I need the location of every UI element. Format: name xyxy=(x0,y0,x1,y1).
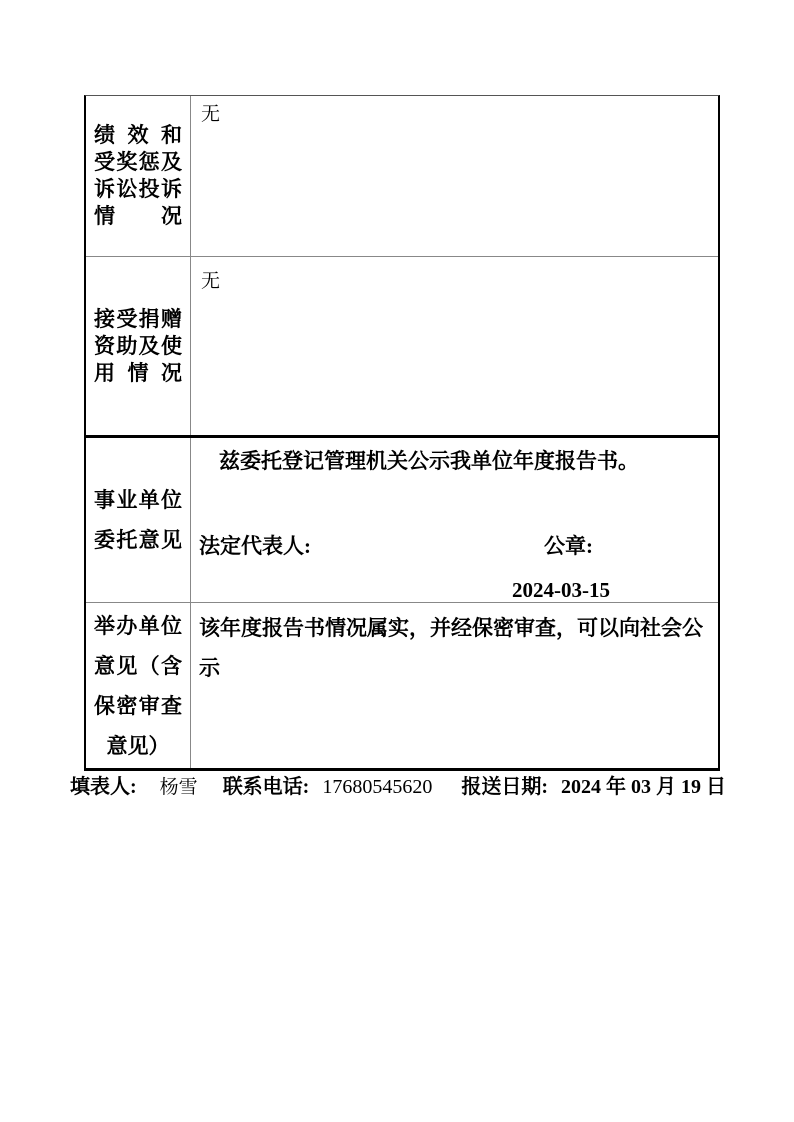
row-sponsor-opinion xyxy=(86,602,718,768)
row-label xyxy=(86,438,191,602)
row-content xyxy=(191,96,718,256)
row-label-line: 用情况 xyxy=(94,360,182,385)
row-label-line: 保密审查 xyxy=(94,693,182,718)
row-content xyxy=(191,257,718,435)
row-performance-awards xyxy=(86,96,718,256)
entrust-date: 2024-03-15 xyxy=(512,578,610,602)
report-date-label: 报送日期: xyxy=(461,776,549,798)
row-label-line: 诉讼投诉 xyxy=(94,177,182,201)
row-entity-entrust-opinion xyxy=(86,435,718,602)
row-label-line: 意见（含 xyxy=(94,653,182,678)
row-label-line: 资助及使 xyxy=(94,333,182,358)
row-label xyxy=(86,96,191,256)
donations-value: 无 xyxy=(201,271,221,292)
form-filler-name: 杨雪 xyxy=(159,777,198,798)
row-label-line: 委托意见 xyxy=(94,528,182,552)
row-donations xyxy=(86,256,718,435)
sponsor-opinion-text: 该年度报告书情况属实，并经保密审查，可以向社会公示 xyxy=(199,616,703,680)
row-content xyxy=(191,438,718,602)
row-label-line: 意见） xyxy=(106,733,170,758)
row-label-line: 事业单位 xyxy=(94,488,182,512)
report-date-value: 2024 年 03 月 19 日 xyxy=(561,776,727,798)
official-seal-label: 公章: xyxy=(544,534,593,558)
row-label-line: 受奖惩及 xyxy=(94,150,182,174)
performance-value: 无 xyxy=(201,104,221,125)
row-label-line: 举办单位 xyxy=(94,613,182,638)
contact-phone-value: 17680545620 xyxy=(322,776,433,798)
form-filler-label: 填表人: xyxy=(70,776,137,798)
row-content xyxy=(191,603,718,768)
form-footer xyxy=(70,772,730,803)
row-label-line: 情况 xyxy=(94,204,182,228)
signature-line xyxy=(199,531,710,561)
row-label xyxy=(86,257,191,435)
contact-phone-label: 联系电话: xyxy=(222,776,310,798)
legal-representative-label: 法定代表人: xyxy=(199,534,311,558)
annual-report-table xyxy=(84,95,720,771)
row-label xyxy=(86,603,191,768)
entrust-statement: 兹委托登记管理机关公示我单位年度报告书。 xyxy=(219,449,639,473)
row-label-line: 绩效和 xyxy=(94,123,182,147)
row-label-line: 接受捐赠 xyxy=(94,306,182,331)
